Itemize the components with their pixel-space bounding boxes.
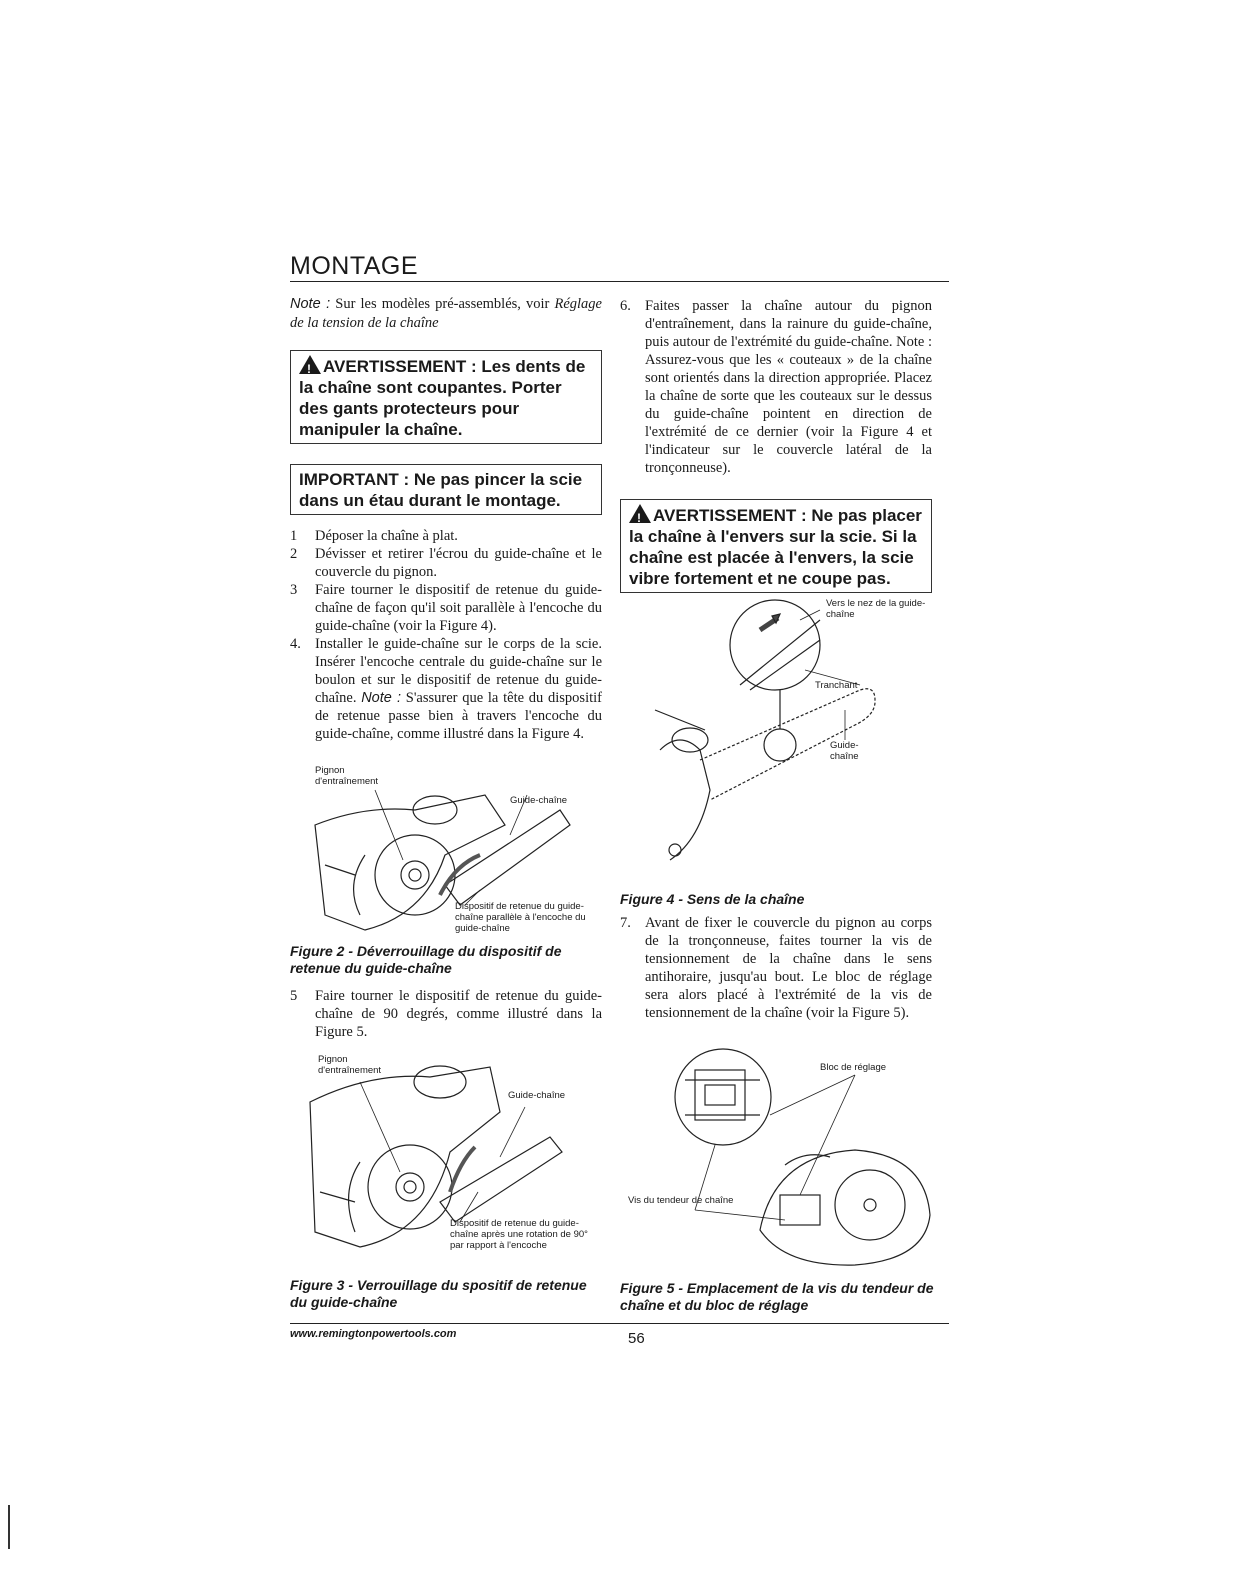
label-pignon: Pignon d'entraînement [315,765,379,787]
figure-5-illustration [625,1045,935,1270]
label-dispositif: Dispositif de retenue du guide-chaîne après une rotation de 90° par rapport à l'encoche [450,1218,588,1251]
note-label: Note : [361,690,402,706]
step-text: Dévisser et retirer l'écrou du guide-chaîne et le couvercle du pignon. [315,546,602,580]
step-text: Faire tourner le dispositif de retenue du guide-chaîne de façon qu'il soit parallèle à l'encoche du guide-chaîne (voir la Figure 4). [315,582,602,634]
step-number: 6. [620,298,631,314]
step-number: 4. [290,636,301,652]
margin-mark [8,1505,10,1549]
step-number: 3 [290,582,298,598]
warning-box-teeth [290,350,602,444]
footer-url[interactable]: www.remingtonpowertools.com [290,1328,457,1340]
step-text: Faites passer la chaîne autour du pignon d'entraînement, dans la rainure du guide-chaîne, puis autour de l'extrémité du guide-chaîne. Note : Assurez-vous que les « couteaux » de la chaîne sont orientés dans la direction appropriée. Placez la chaîne de sorte que les couteaux sur le dessus du guide-chaîne pointent en direction de l'extrémité de ce dernier (voir la Figure 4 et l'indicateur sur le couvercle latéral de la tronçonneuse). [645,298,932,476]
figure-5-caption: Figure 5 - Emplacement de la vis du tendeur de chaîne et du bloc de réglage [620,1280,934,1313]
warning-triangle-icon [629,504,651,523]
figure-2-caption: Figure 2 - Déverrouillage du dispositif de retenue du guide-chaîne [290,943,562,976]
step-4 [290,635,602,743]
step-7 [620,914,932,1022]
label-guide-chaine: Guide-chaîne [830,740,859,762]
step-7-block [620,914,932,1022]
note-reference: Réglage de la tension de la chaîne [290,296,602,331]
title-rule [290,281,949,282]
footer-rule [290,1323,949,1324]
steps-list-left [290,527,602,743]
note-text: Sur les modèles pré-assemblés, voir [330,296,555,312]
important-text: IMPORTANT : Ne pas pincer la scie dans un étau durant le montage. [299,470,583,510]
figure-4-caption: Figure 4 - Sens de la chaîne [620,891,805,907]
note-label: Note : [290,296,331,312]
warning-text-teeth: AVERTISSEMENT : Les dents de la chaîne sont coupantes. Porter des gants protecteurs pour manipuler la chaîne. [299,357,586,439]
label-vis-tendeur: Vis du tendeur de chaîne [628,1195,734,1206]
warning-box-chain-direction [620,499,932,593]
step-number: 1 [290,528,298,544]
page-number: 56 [628,1330,645,1347]
label-vers-nez: Vers le nez de la guide-chaîne [826,598,926,620]
label-pignon: Pignon d'entraînement [318,1054,382,1076]
step-5 [290,987,602,1041]
figure-4-drawing [640,590,930,890]
important-box [290,464,602,515]
note-paragraph [290,295,602,332]
step-text: Avant de fixer le couvercle du pignon au corps de la tronçonneuse, faites tourner la vis de tensionnement de la chaîne dans le sens antihoraire, jusqu'au bout. Le bloc de réglage sera alors placé à l'extrémité de la vis de tensionnement de la chaîne (voir la Figure 5). [645,915,932,1021]
step-text: Faire tourner le dispositif de retenue du guide-chaîne de 90 degrés, comme illustré dans la Figure 5. [315,988,602,1040]
step-text-part: Installer le guide-chaîne sur le corps de la scie. Insérer l'encoche centrale du guide-chaîne sur le boulon et sur le dispositif de retenue du guide-chaîne. [315,636,602,706]
figure-2-illustration [305,765,605,945]
figure-3-illustration [300,1052,605,1262]
step-number: 5 [290,988,298,1004]
step-6 [620,297,932,477]
warning-text-chain: AVERTISSEMENT : Ne pas placer la chaîne à l'envers sur la scie. Si la chaîne est placée à l'envers, la scie vibre fortement et ne coupe pas. [629,506,922,588]
figure-4-illustration [640,590,930,890]
figure-5-drawing [625,1045,935,1270]
right-column [620,297,932,593]
label-tranchant: Tranchant [815,680,858,691]
step-text-part: S'assurer que la tête du dispositif de retenue passe bien à travers l'encoche du guide-chaîne, comme illustré dans la Figure 4. [315,690,602,742]
step-number: 2 [290,546,298,562]
step-2 [290,545,602,581]
step-number: 7. [620,915,631,931]
figure-3-caption: Figure 3 - Verrouillage du spositif de retenue du guide-chaîne [290,1277,587,1310]
step-text [315,635,602,743]
step-text: Déposer la chaîne à plat. [315,528,458,544]
step-1 [290,527,602,545]
label-guide-chaine: Guide-chaîne [510,795,568,806]
label-bloc-reglage: Bloc de réglage [820,1062,887,1073]
label-dispositif: Dispositif de retenue du guide-chaîne parallèle à l'encoche du guide-chaîne [455,901,586,934]
label-guide-chaine: Guide-chaîne [508,1090,566,1101]
step-5-block [290,987,602,1041]
step-3 [290,581,602,635]
section-title: MONTAGE [290,252,419,280]
warning-triangle-icon [299,355,321,374]
left-column [290,295,602,743]
